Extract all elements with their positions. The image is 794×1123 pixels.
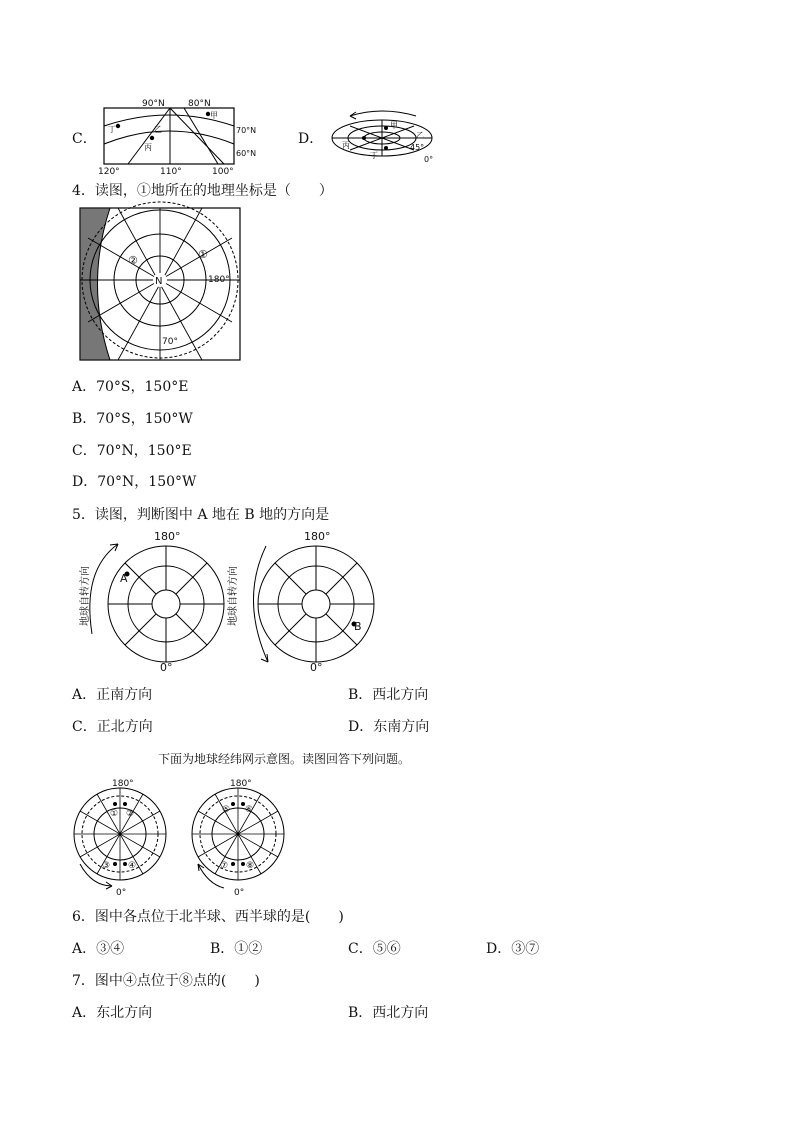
q5-stem: 5．读图，判断图中 A 地在 B 地的方向是	[72, 507, 330, 523]
grid-point-1: ①	[110, 809, 119, 819]
q5-left-top-label: 180°	[154, 530, 181, 543]
grid-right-top-label: 180°	[230, 779, 252, 789]
grid-figure	[72, 774, 302, 898]
q6-option-c[interactable]: C．⑤⑥	[348, 941, 401, 957]
q4-label-180: 180°	[208, 275, 230, 285]
q3-option-d-figure	[320, 108, 450, 166]
grid-point-8: ⑧	[246, 861, 255, 871]
q5-left-globe	[90, 544, 224, 662]
q5-option-d[interactable]: D．东南方向	[348, 719, 430, 735]
q5-option-b[interactable]: B．西北方向	[348, 687, 429, 703]
q4-label-70: 70°	[162, 337, 178, 347]
q4-option-a[interactable]: A．70°S，150°E	[72, 379, 189, 395]
q3d-point-yi: 乙	[416, 131, 424, 140]
q3d-point-bing: 丙	[342, 141, 350, 150]
q3c-point-jia: 甲	[210, 111, 218, 120]
grid-left-top-label: 180°	[112, 779, 134, 789]
q5-figure	[72, 530, 382, 676]
q5-option-c[interactable]: C．正北方向	[72, 719, 153, 735]
q3d-point-ding: 丁	[370, 151, 378, 160]
q3d-label-0: 0°	[424, 155, 434, 164]
grid-right-bottom-label: 0°	[234, 888, 245, 898]
q4-option-c[interactable]: C．70°N，150°E	[72, 443, 192, 459]
q6-option-b[interactable]: B．①②	[210, 941, 263, 957]
q4-option-d[interactable]: D．70°N，150°W	[72, 474, 197, 490]
q4-label-n: N	[155, 276, 163, 287]
grid-right-globe	[192, 788, 284, 888]
q7-option-b[interactable]: B．西北方向	[348, 1005, 429, 1021]
q5-point-a: A	[120, 572, 128, 585]
q3c-label-90n: 90°N	[142, 99, 165, 109]
q3d-label-45: 45°	[410, 143, 425, 152]
grid-left-globe	[74, 788, 166, 889]
q3c-point-bing: 丙	[144, 143, 152, 152]
q4-point-2: ②	[128, 254, 138, 267]
q4-point-1: ①	[198, 248, 208, 261]
grid-point-4: ④	[128, 861, 137, 871]
q5-right-bottom-label: 0°	[310, 661, 323, 674]
q3-option-c-figure	[98, 96, 278, 176]
q3-option-d-label[interactable]: D．	[298, 131, 324, 147]
q5-right-globe	[253, 546, 374, 662]
q6-stem: 6．图中各点位于北半球、西半球的是( )	[72, 909, 344, 925]
q5-left-bottom-label: 0°	[160, 661, 173, 674]
q4-stem: 4．读图，①地所在的地理坐标是（ ）	[72, 183, 333, 199]
q3c-label-120: 120°	[98, 167, 120, 177]
q5-right-rotation-label: 地球自转方向	[228, 566, 239, 626]
q3-option-c-label[interactable]: C．	[72, 131, 97, 147]
grid-point-2: ②	[126, 809, 135, 819]
q3d-point-jia: 甲	[390, 121, 398, 130]
q5-point-b: B	[354, 620, 362, 633]
q3c-label-80n: 80°N	[188, 99, 211, 109]
q7-option-a[interactable]: A．东北方向	[72, 1005, 153, 1021]
grid-point-5: ⑤	[222, 805, 231, 815]
q4-option-b[interactable]: B．70°S，150°W	[72, 411, 193, 427]
q3c-point-ding: 丁	[108, 125, 116, 134]
grid-point-7: ⑦	[220, 861, 229, 871]
q3c-label-110: 110°	[160, 167, 182, 177]
q3c-label-60n: 60°N	[236, 149, 257, 158]
q5-right-top-label: 180°	[304, 530, 331, 543]
q5-left-rotation-label: 地球自转方向	[80, 566, 91, 626]
q6-option-d[interactable]: D．③⑦	[486, 941, 540, 957]
q7-stem: 7．图中④点位于⑧点的( )	[72, 973, 260, 989]
grid-left-bottom-label: 0°	[116, 888, 127, 898]
grid-point-6: ⑥	[245, 805, 254, 815]
q3c-point-yi: 乙	[154, 125, 162, 134]
q3c-label-100: 100°	[212, 167, 234, 177]
intro-text: 下面为地球经纬网示意图。读图回答下列问题。	[158, 752, 411, 766]
q6-option-a[interactable]: A．③④	[72, 941, 125, 957]
grid-point-3: ③	[102, 861, 111, 871]
q3c-label-70n: 70°N	[236, 126, 257, 135]
q4-figure	[80, 208, 240, 360]
q5-option-a[interactable]: A．正南方向	[72, 687, 153, 703]
